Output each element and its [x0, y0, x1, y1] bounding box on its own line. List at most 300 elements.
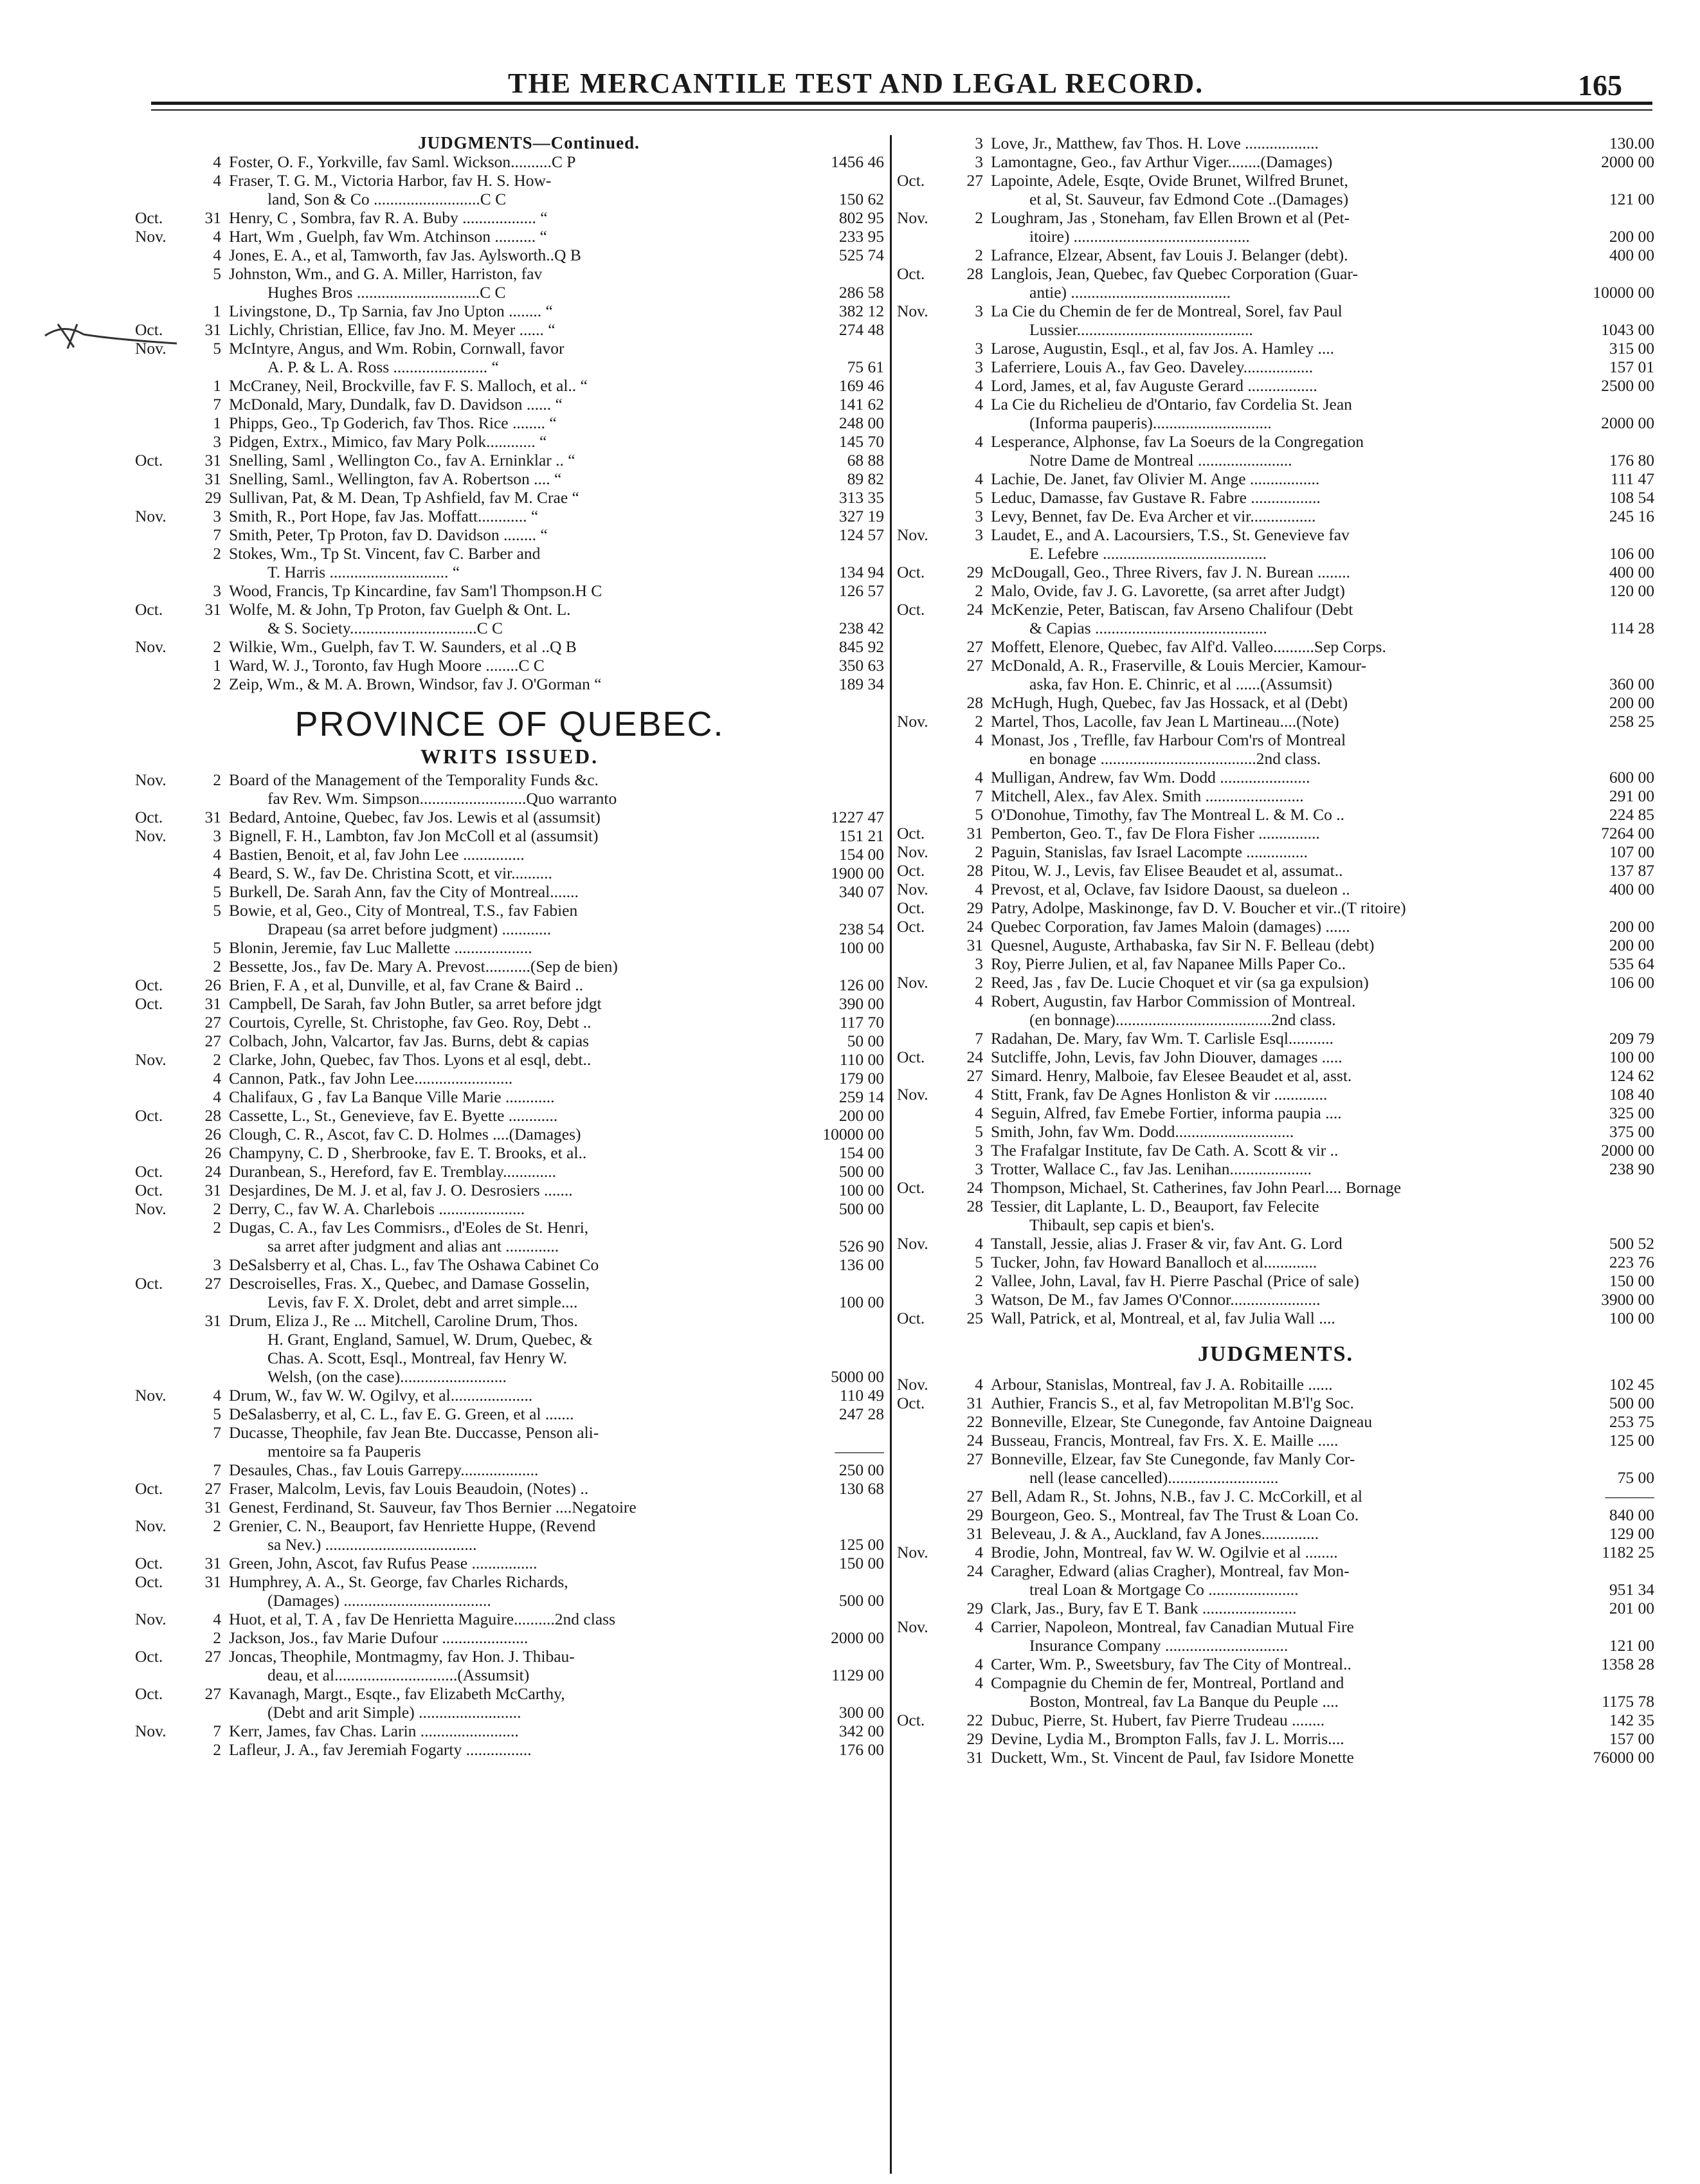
month-cell: Oct. [135, 208, 163, 227]
amount-cell: 102 45 [1609, 1375, 1654, 1394]
record-entry [897, 824, 1654, 842]
amount-cell: 76000 00 [1593, 1748, 1654, 1767]
month-cell [897, 544, 952, 563]
day-cell: 4 [975, 768, 983, 787]
record-entry [135, 619, 884, 637]
month-cell: Nov. [135, 227, 167, 246]
record-entry [897, 171, 1654, 190]
entry-text: Wood, Francis, Tp Kincardine, fav Sam'l Thompson.H C [229, 581, 602, 600]
day-cell: 2 [975, 712, 983, 731]
record-entry [897, 1729, 1654, 1748]
record-entry [897, 525, 1654, 544]
record-entry [135, 1386, 884, 1405]
month-cell: Oct. [135, 320, 163, 339]
day-cell [190, 1330, 229, 1349]
month-cell [897, 1104, 952, 1122]
amount-cell: 130 68 [838, 1479, 884, 1498]
record-entry [897, 656, 1654, 675]
record-entry [897, 1524, 1654, 1543]
amount-cell: 200 00 [1609, 917, 1654, 936]
entry-text: Arbour, Stanislas, Montreal, fav J. A. Robitaille ...... [991, 1375, 1333, 1394]
day-cell: 24 [966, 1178, 983, 1197]
day-cell: 29 [966, 1599, 983, 1617]
record-entry [135, 152, 884, 171]
month-cell [135, 675, 190, 693]
record-entry [897, 1048, 1654, 1066]
amount-cell: 154 00 [838, 845, 884, 864]
amount-cell: 300 00 [838, 1703, 884, 1722]
entry-text: Sutcliffe, John, Levis, fav John Diouver, damages ..... [991, 1048, 1343, 1066]
entry-text: Drum, Eliza J., Re ... Mitchell, Caroline Drum, Thos. [229, 1311, 578, 1330]
month-cell: Oct. [897, 563, 925, 581]
amount-cell: 75 00 [1617, 1468, 1654, 1487]
entry-text: Snelling, Saml , Wellington Co., fav A. Erninklar .. “ [229, 451, 575, 469]
entry-text: Descroiselles, Fras. X., Quebec, and Damase Gosselin, [229, 1274, 590, 1293]
entry-text: A. P. & L. A. Ross ....................... “ [267, 358, 499, 376]
record-entry [135, 637, 884, 656]
month-cell [135, 1703, 190, 1722]
record-entry [135, 208, 884, 227]
record-entry [897, 1748, 1654, 1767]
record-entry [897, 749, 1654, 768]
month-cell [897, 134, 952, 152]
entry-text: Smith, Peter, Tp Proton, fav D. Davidson ........ “ [229, 525, 548, 544]
month-cell [135, 1535, 190, 1554]
month-cell [897, 1290, 952, 1309]
judgments-heading: JUDGMENTS. [1198, 1342, 1353, 1366]
day-cell [190, 1666, 229, 1684]
record-entry [135, 1106, 884, 1125]
entry-text: Stitt, Frank, fav De Agnes Honliston & vir ............. [991, 1085, 1328, 1104]
day-cell: 4 [213, 152, 221, 171]
record-entry [135, 1218, 884, 1237]
entry-text: Henry, C , Sombra, fav R. A. Buby .................. “ [229, 208, 548, 227]
amount-cell: 151 21 [838, 826, 884, 845]
entry-text: Levis, fav F. X. Drolet, debt and arret simple.... [267, 1293, 578, 1311]
day-cell [190, 1349, 229, 1367]
day-cell: 27 [966, 1066, 983, 1085]
month-cell: Nov. [897, 880, 928, 898]
day-cell: 2 [213, 1218, 221, 1237]
amount-cell: 258 25 [1609, 712, 1654, 731]
day-cell: 4 [213, 845, 221, 864]
day-cell: 31 [204, 1311, 221, 1330]
entry-text: Duckett, Wm., St. Vincent de Paul, fav Isidore Monette [991, 1748, 1354, 1767]
record-entry [897, 1234, 1654, 1253]
amount-cell [1533, 302, 1654, 320]
record-entry [135, 1722, 884, 1740]
month-cell: Nov. [897, 842, 928, 861]
amount-cell: 141 62 [838, 395, 884, 414]
record-entry [897, 1309, 1654, 1327]
entry-text: DeSalsberry et al, Chas. L., fav The Oshawa Cabinet Co [229, 1255, 599, 1274]
month-cell [135, 1311, 190, 1330]
record-entry [135, 938, 884, 957]
month-cell: Nov. [897, 1234, 928, 1253]
record-entry [135, 1591, 884, 1610]
month-cell: Oct. [897, 171, 925, 190]
amount-cell: 238 90 [1609, 1160, 1654, 1178]
day-cell: 3 [975, 1290, 983, 1309]
record-entry [897, 469, 1654, 488]
amount-cell [763, 1330, 884, 1349]
record-entry [135, 469, 884, 488]
day-cell: 1 [213, 414, 221, 432]
amount-cell: 10000 00 [1593, 283, 1654, 302]
day-cell: 4 [975, 731, 983, 749]
day-cell: 28 [966, 1197, 983, 1215]
entry-text: Board of the Management of the Temporality Funds &c. [229, 770, 599, 789]
amount-cell: 100 00 [1609, 1048, 1654, 1066]
day-cell [952, 1580, 991, 1599]
record-entry [897, 731, 1654, 749]
entry-text: Lapointe, Adele, Esqte, Ovide Brunet, Wilfred Brunet, [991, 171, 1348, 190]
amount-cell [1533, 1215, 1654, 1234]
day-cell: 4 [213, 1386, 221, 1405]
month-cell: Oct. [897, 1309, 925, 1327]
record-entry [135, 1516, 884, 1535]
amount-cell [763, 770, 884, 789]
day-cell: 4 [975, 1375, 983, 1394]
entry-text: La Cie du Richelieu de d'Ontario, fav Cordelia St. Jean [991, 395, 1352, 414]
amount-cell [1533, 637, 1654, 656]
entry-text: Thompson, Michael, St. Catherines, fav John Pearl.... Bornage [991, 1178, 1402, 1197]
month-cell [897, 283, 952, 302]
entry-text: Stokes, Wm., Tp St. Vincent, fav C. Barber and [229, 544, 541, 563]
record-entry [897, 1450, 1654, 1468]
month-cell [897, 1506, 952, 1524]
amount-cell [1533, 264, 1654, 283]
month-cell [135, 414, 190, 432]
amount-cell: 129 00 [1609, 1524, 1654, 1543]
record-entry [135, 1199, 884, 1218]
record-entry [135, 789, 884, 808]
entry-text: Desjardines, De M. J. et al, fav J. O. Desrosiers ....... [229, 1181, 573, 1199]
entry-text: Martel, Thos, Lacolle, fav Jean L Martineau....(Note) [991, 712, 1339, 731]
month-cell: Oct. [135, 1181, 163, 1199]
day-cell: 31 [204, 208, 221, 227]
amount-cell [1533, 992, 1654, 1010]
writs-issued-continued-list [897, 134, 1654, 1327]
entry-text: Wall, Patrick, et al, Montreal, et al, fav Julia Wall .... [991, 1309, 1335, 1327]
day-cell [952, 619, 991, 637]
header-rule-thin [151, 109, 1652, 111]
amount-cell [1533, 1197, 1654, 1215]
entry-text: Lord, James, et al, fav Auguste Gerard ................. [991, 376, 1317, 395]
month-cell [897, 376, 952, 395]
amount-cell: 325 00 [1609, 1104, 1654, 1122]
entry-text: Dubuc, Pierre, St. Hubert, fav Pierre Trudeau ........ [991, 1711, 1325, 1729]
amount-cell: 200 00 [1609, 227, 1654, 246]
entry-text: Robert, Augustin, fav Harbor Commission of Montreal. [991, 992, 1356, 1010]
entry-text: Tanstall, Jessie, alias J. Fraser & vir, fav Ant. G. Lord [991, 1234, 1343, 1253]
amount-cell: 10000 00 [822, 1125, 884, 1143]
amount-cell: 500 00 [838, 1199, 884, 1218]
amount-cell: 247 28 [838, 1405, 884, 1423]
entry-text: aska, fav Hon. E. Chinric, et al ......(Assumsit) [1029, 675, 1332, 693]
entry-text: Dugas, C. A., fav Les Commisrs., d'Eoles de St. Henri, [229, 1218, 589, 1237]
day-cell [190, 1293, 229, 1311]
entry-text: Derry, C., fav W. A. Charlebois ..................... [229, 1199, 525, 1218]
day-cell: 5 [213, 264, 221, 283]
record-entry [897, 1029, 1654, 1048]
amount-cell: 50 00 [847, 1032, 884, 1050]
record-entry [897, 1617, 1654, 1636]
day-cell: 3 [975, 302, 983, 320]
day-cell: 31 [966, 936, 983, 954]
day-cell: 29 [204, 488, 221, 507]
record-entry [897, 1636, 1654, 1655]
day-cell [190, 283, 229, 302]
amount-cell: 350 63 [838, 656, 884, 675]
entry-text: McHugh, Hugh, Quebec, fav Jas Hossack, et al (Debt) [991, 693, 1348, 712]
entry-text: McKenzie, Peter, Batiscan, fav Arseno Chalifour (Debt [991, 600, 1353, 619]
month-cell [135, 845, 190, 864]
entry-text: Love, Jr., Matthew, fav Thos. H. Love .................. [991, 134, 1319, 152]
record-entry [897, 1673, 1654, 1692]
amount-cell: 224 85 [1609, 805, 1654, 824]
month-cell [897, 1431, 952, 1450]
entry-text: Genest, Ferdinand, St. Sauveur, fav Thos Bernier ....Negatoire [229, 1498, 637, 1516]
amount-cell: 248 00 [838, 414, 884, 432]
record-entry [135, 376, 884, 395]
amount-cell: 1227 47 [831, 808, 884, 826]
month-cell [897, 1197, 952, 1215]
entry-text: Kavanagh, Margt., Esqte., fav Elizabeth McCarthy, [229, 1684, 565, 1703]
amount-cell: 200 00 [838, 1106, 884, 1125]
province-heading: PROVINCE OF QUEBEC. [294, 705, 725, 743]
amount-cell: 124 57 [838, 525, 884, 544]
record-entry [135, 600, 884, 619]
amount-cell: 179 00 [838, 1069, 884, 1087]
record-entry [897, 768, 1654, 787]
day-cell: 3 [213, 581, 221, 600]
entry-text: Laferriere, Louis A., fav Geo. Daveley................. [991, 358, 1314, 376]
page-header [0, 0, 1700, 129]
month-cell [897, 768, 952, 787]
entry-text: Chalifaux, G , fav La Banque Ville Marie ............ [229, 1087, 555, 1106]
month-cell: Nov. [897, 1617, 928, 1636]
entry-text: Lesperance, Alphonse, fav La Soeurs de la Congregation [991, 432, 1364, 451]
record-entry [897, 954, 1654, 973]
month-cell [135, 395, 190, 414]
day-cell: 3 [975, 1160, 983, 1178]
record-entry [897, 1104, 1654, 1122]
amount-cell: 125 00 [838, 1535, 884, 1554]
month-cell [135, 525, 190, 544]
record-entry [897, 1692, 1654, 1711]
record-entry [897, 302, 1654, 320]
month-cell: Oct. [897, 824, 925, 842]
month-cell [897, 1673, 952, 1692]
month-cell [135, 302, 190, 320]
amount-cell: 200 00 [1609, 936, 1654, 954]
running-title: THE MERCANTILE TEST AND LEGAL RECORD. [508, 68, 1204, 99]
day-cell [952, 1692, 991, 1711]
entry-text: Tessier, dit Laplante, L. D., Beauport, fav Felecite [991, 1197, 1319, 1215]
day-cell: 4 [975, 1085, 983, 1104]
month-cell [897, 395, 952, 414]
month-cell [135, 1498, 190, 1516]
month-cell [897, 432, 952, 451]
amount-cell [1533, 731, 1654, 749]
month-cell [135, 920, 190, 938]
day-cell: 24 [966, 1431, 983, 1450]
record-entry [135, 770, 884, 789]
amount-cell [763, 957, 884, 976]
day-cell: 27 [966, 1450, 983, 1468]
day-cell [952, 1468, 991, 1487]
entry-text: Green, John, Ascot, fav Rufus Pease ................ [229, 1554, 538, 1572]
day-cell: 4 [213, 246, 221, 264]
right-column [897, 134, 1654, 1767]
month-cell [135, 190, 190, 208]
day-cell: 5 [975, 488, 983, 507]
entry-text: Lussier........................................... [1029, 320, 1253, 339]
day-cell: 27 [204, 1647, 221, 1666]
entry-text: Ducasse, Theophile, fav Jean Bte. Duccasse, Penson ali- [229, 1423, 599, 1442]
month-cell [897, 339, 952, 358]
day-cell: 3 [975, 134, 983, 152]
day-cell: 31 [204, 451, 221, 469]
amount-cell: 100 00 [838, 1181, 884, 1199]
record-entry [135, 264, 884, 283]
day-cell [952, 190, 991, 208]
record-entry [135, 1349, 884, 1367]
amount-cell: 157 00 [1609, 1729, 1654, 1748]
record-entry [135, 432, 884, 451]
day-cell [952, 749, 991, 768]
month-cell: Oct. [897, 1048, 925, 1066]
record-entry [135, 1013, 884, 1032]
month-cell: Nov. [897, 302, 928, 320]
day-cell: 5 [213, 882, 221, 901]
month-cell: Nov. [897, 1543, 928, 1561]
entry-text: Clark, Jas., Bury, fav E T. Bank ....................... [991, 1599, 1297, 1617]
month-cell [897, 1412, 952, 1431]
amount-cell: 535 64 [1609, 954, 1654, 973]
record-entry [135, 675, 884, 693]
amount-cell: 169 46 [838, 376, 884, 395]
day-cell: 4 [975, 376, 983, 395]
record-entry [135, 1610, 884, 1628]
entry-text: nell (lease cancelled)........................... [1029, 1468, 1279, 1487]
amount-cell: 526 90 [838, 1237, 884, 1255]
record-entry [897, 936, 1654, 954]
entry-text: Lachie, De. Janet, fav Olivier M. Ange ................. [991, 469, 1320, 488]
entry-text: Sullivan, Pat, & M. Dean, Tp Ashfield, fav M. Crae “ [229, 488, 579, 507]
record-entry [135, 1647, 884, 1666]
amount-cell: 291 00 [1609, 787, 1654, 805]
amount-cell: 238 54 [838, 920, 884, 938]
day-cell: 2 [213, 1516, 221, 1535]
entry-text: Drapeau (sa arret before judgment) ............ [267, 920, 552, 938]
entry-text: Snelling, Saml., Wellington, fav A. Robertson .... “ [229, 469, 562, 488]
month-cell [897, 152, 952, 171]
amount-cell: 525 74 [838, 246, 884, 264]
month-cell [135, 957, 190, 976]
month-cell: Nov. [135, 1610, 167, 1628]
day-cell: 4 [975, 880, 983, 898]
amount-cell: 130.00 [1609, 134, 1654, 152]
record-entry [897, 637, 1654, 656]
amount-cell: 176 80 [1609, 451, 1654, 469]
day-cell: 27 [204, 1684, 221, 1703]
record-entry [897, 563, 1654, 581]
amount-cell: 114 28 [1609, 619, 1654, 637]
entry-text: Brien, F. A , et al, Dunville, et al, fav Crane & Baird .. [229, 976, 584, 994]
entry-text: Lamontagne, Geo., fav Arthur Viger........(Damages) [991, 152, 1333, 171]
entry-text: Foster, O. F., Yorkville, fav Saml. Wickson..........C P [229, 152, 576, 171]
day-cell: 4 [975, 992, 983, 1010]
day-cell [190, 1535, 229, 1554]
entry-text: Cannon, Patk., fav John Lee........................ [229, 1069, 513, 1087]
month-cell [897, 787, 952, 805]
entry-text: Langlois, Jean, Quebec, fav Quebec Corporation (Guar- [991, 264, 1358, 283]
record-entry [135, 171, 884, 190]
judgments-continued-heading: JUDGMENTS—Continued. [418, 133, 640, 152]
month-cell [897, 190, 952, 208]
month-cell: Nov. [897, 1085, 928, 1104]
record-entry [135, 976, 884, 994]
amount-cell: 400 00 [1609, 563, 1654, 581]
entry-text: Burkell, De. Sarah Ann, fav the City of Montreal....... [229, 882, 579, 901]
entry-text: Bonneville, Elzear, fav Ste Cunegonde, fav Manly Cor- [991, 1450, 1355, 1468]
amount-cell: 1182 25 [1602, 1543, 1654, 1561]
record-entry [897, 917, 1654, 936]
month-cell [135, 171, 190, 190]
entry-text: (Debt and arit Simple) ......................... [267, 1703, 521, 1722]
writs-issued-heading: WRITS ISSUED. [420, 745, 599, 768]
month-cell [897, 675, 952, 693]
month-cell [135, 432, 190, 451]
entry-text: antie) ....................................... [1029, 283, 1231, 302]
entry-text: Bessette, Jos., fav De. Mary A. Prevost...........(Sep de bien) [229, 957, 618, 976]
month-cell [135, 1367, 190, 1386]
entry-text: Simard. Henry, Malboie, fav Elesee Beaudet et al, asst. [991, 1066, 1352, 1085]
day-cell: 31 [204, 808, 221, 826]
record-entry [897, 712, 1654, 731]
day-cell: 3 [213, 432, 221, 451]
amount-cell [1533, 749, 1654, 768]
entry-text: itoire) ........................................... [1029, 227, 1250, 246]
amount-cell: 106 00 [1609, 544, 1654, 563]
record-entry [135, 358, 884, 376]
amount-cell [763, 901, 884, 920]
month-cell [135, 1628, 190, 1647]
month-cell [897, 488, 952, 507]
amount-cell: ——— [835, 1442, 884, 1461]
entry-text: Paguin, Stanislas, fav Israel Lacompte ............... [991, 842, 1308, 861]
entry-text: T. Harris ............................. “ [267, 563, 460, 581]
record-entry [135, 1330, 884, 1349]
record-entry [135, 544, 884, 563]
amount-cell: 126 00 [838, 976, 884, 994]
entry-text: Loughram, Jas , Stoneham, fav Ellen Brown et al (Pet- [991, 208, 1350, 227]
entry-text: (Informa pauperis)............................. [1029, 414, 1272, 432]
month-cell [897, 1122, 952, 1141]
amount-cell: 124 62 [1609, 1066, 1654, 1085]
entry-text: Levy, Bennet, fav De. Eva Archer et vir................ [991, 507, 1316, 525]
entry-text: La Cie du Chemin de fer de Montreal, Sorel, fav Paul [991, 302, 1343, 320]
month-cell [897, 1729, 952, 1748]
amount-cell: 600 00 [1609, 768, 1654, 787]
day-cell: 24 [204, 1162, 221, 1181]
record-entry [897, 581, 1654, 600]
amount-cell: 315 00 [1609, 339, 1654, 358]
entry-text: Prevost, et al, Oclave, fav Isidore Daoust, sa dueleon .. [991, 880, 1350, 898]
amount-cell: 2000 00 [1601, 414, 1654, 432]
